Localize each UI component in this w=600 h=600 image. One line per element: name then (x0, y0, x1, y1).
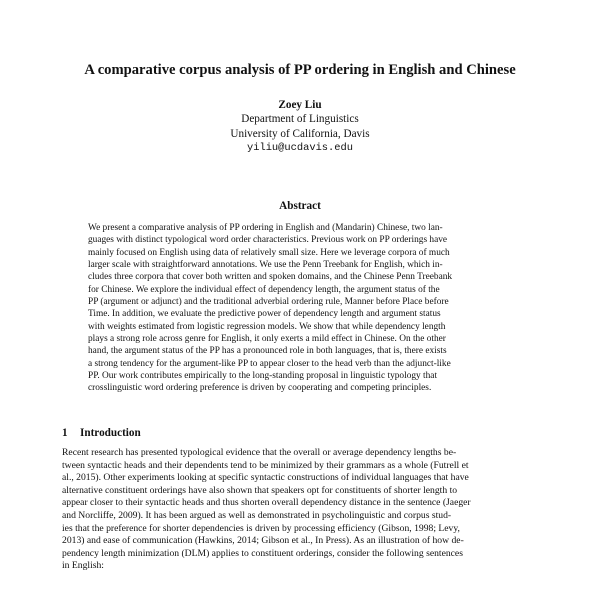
author-department: Department of Linguistics (241, 113, 359, 126)
introduction-line: Recent research has presented typological evidence that the overall or average dependency lengths be- (62, 447, 457, 458)
abstract-line: PP (argument or adjunct) and the traditional adverbial ordering rule, Manner before Place before (88, 297, 449, 308)
introduction-line: 2013) and ease of communication (Hawkins, 2014; Gibson et al., In Press). As an illustration of how de- (62, 535, 464, 547)
section-number: 1 (62, 427, 68, 439)
abstract-line: for Chinese. We explore the individual effect of dependency length, the argument status of the (88, 284, 440, 295)
abstract-line: cludes three corpora that cover both written and spoken domains, and the Chinese Penn Treebank (88, 272, 453, 283)
abstract-line: mainly focused on English using data of relatively small size. Here we leverage corpora of much (88, 247, 450, 258)
abstract-line: with weights estimated from logistic regression models. We show that while dependency length (88, 321, 446, 332)
abstract-line: a strong tendency for the argument-like PP to appear closer to the head verb than the adjunct-like (88, 358, 451, 369)
author-name: Zoey Liu (278, 99, 322, 111)
introduction-line: pendency length minimization (DLM) applies to constituent orderings, consider the following sentences (62, 547, 463, 559)
author-email: yiliu@ucdavis.edu (246, 141, 353, 154)
introduction-line: ies that the preference for shorter dependencies is driven by processing efficiency (Gibson, 1998; Levy, (62, 522, 460, 534)
introduction-body (62, 447, 539, 573)
paper-title: A comparative corpus analysis of PP ordering in English and Chinese (84, 62, 516, 78)
introduction-line: al., 2015). Other experiments looking at specific syntactic constructions of individual languages that have (62, 472, 469, 484)
abstract-line: hand, the argument status of the PP has a pronounced role in both languages, that is, there exists (88, 346, 447, 357)
abstract-line: We present a comparative analysis of PP ordering in English and (Mandarin) Chinese, two lan- (88, 223, 443, 233)
abstract-line: PP. Our work contributes empirically to the long-standing proposal in linguistic typology that (88, 371, 438, 382)
abstract-line: plays a strong role across genre for English, it only exerts a mild effect in Chinese. On the other (88, 334, 446, 345)
introduction-line: tween syntactic heads and their dependents tend to be minimized by their grammars as a whole (Futrell et (62, 459, 469, 471)
introduction-line: and Norcliffe, 2009). It has been argued as well as demonstrated in psycholinguistic and corpus stud- (62, 509, 452, 521)
abstract-line: crosslinguistic word ordering preference is driven by cooperating and competing principles. (88, 383, 432, 394)
abstract-heading: Abstract (279, 200, 321, 212)
abstract-body (88, 222, 513, 395)
author-university: University of California, Davis (230, 127, 370, 140)
introduction-line: alternative constituent orderings have also shown that speakers opt for constituents of shorter length to (62, 484, 458, 496)
introduction-line: in English: (62, 560, 104, 572)
section-title: Introduction (80, 427, 141, 439)
author-block (100, 98, 500, 155)
abstract-line: Time. In addition, we evaluate the predictive power of dependency length and argument status (88, 309, 441, 320)
abstract-line: larger scale with straightforward annotations. We use the Penn Treebank for English, which in- (88, 260, 443, 271)
abstract-line: guages with distinct typological word order characteristics. Previous work on PP orderings have (88, 235, 448, 246)
section-heading-introduction (62, 426, 141, 440)
introduction-line: appear closer to their syntactic heads and thus shorten overall dependency distance in the sentence (Jaeger (62, 497, 471, 509)
